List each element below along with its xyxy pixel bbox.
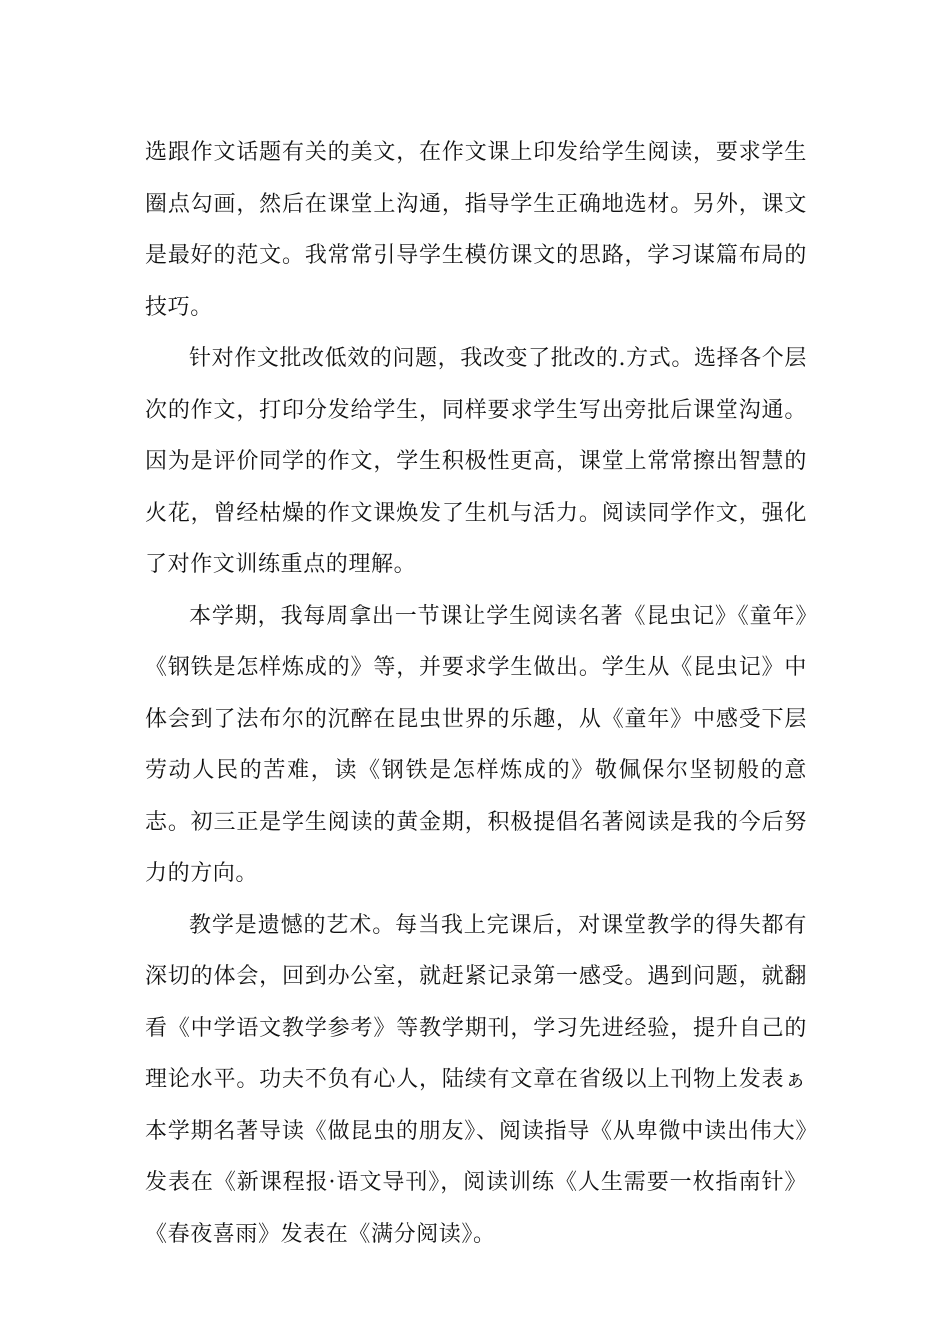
- paragraph-4: 教学是遗憾的艺术。每当我上完课后，对课堂教学的得失都有深切的体会，回到办公室，就赶紧记录第一感受。遇到问题，就翻看《中学语文教学参考》等教学期刊，学习先进经验，提升自己的理论水平。功夫不负有心人，陆续有文章在省级以上刊物上发表ぁ本学期名著导读《做昆虫的朋友》、阅读指导《从卑微中读出伟大》发表在《新课程报·语文导刊》，阅读训练《人生需要一枚指南针》《春夜喜雨》发表在《满分阅读》。: [145, 912, 807, 1247]
- paragraph-3: 本学期，我每周拿出一节课让学生阅读名著《昆虫记》《童年》《钢铁是怎样炼成的》等，并要求学生做出。学生从《昆虫记》中体会到了法布尔的沉醉在昆虫世界的乐趣，从《童年》中感受下层劳动人民的苦难，读《钢铁是怎样炼成的》敬佩保尔坚韧般的意志。初三正是学生阅读的黄金期，积极提倡名著阅读是我的今后努力的方向。: [145, 603, 807, 886]
- paragraph-1: 选跟作文话题有关的美文，在作文课上印发给学生阅读，要求学生圈点勾画，然后在课堂上沟通，指导学生正确地选材。另外，课文是最好的范文。我常常引导学生模仿课文的思路，学习谋篇布局的技巧。: [145, 140, 807, 320]
- document-body: [145, 127, 807, 1260]
- paragraph-2: 针对作文批改低效的问题，我改变了批改的.方式。选择各个层次的作文，打印分发给学生，同样要求学生写出旁批后课堂沟通。因为是评价同学的作文，学生积极性更高，课堂上常常擦出智慧的火花，曾经枯燥的作文课焕发了生机与活力。阅读同学作文，强化了对作文训练重点的理解。: [145, 346, 807, 577]
